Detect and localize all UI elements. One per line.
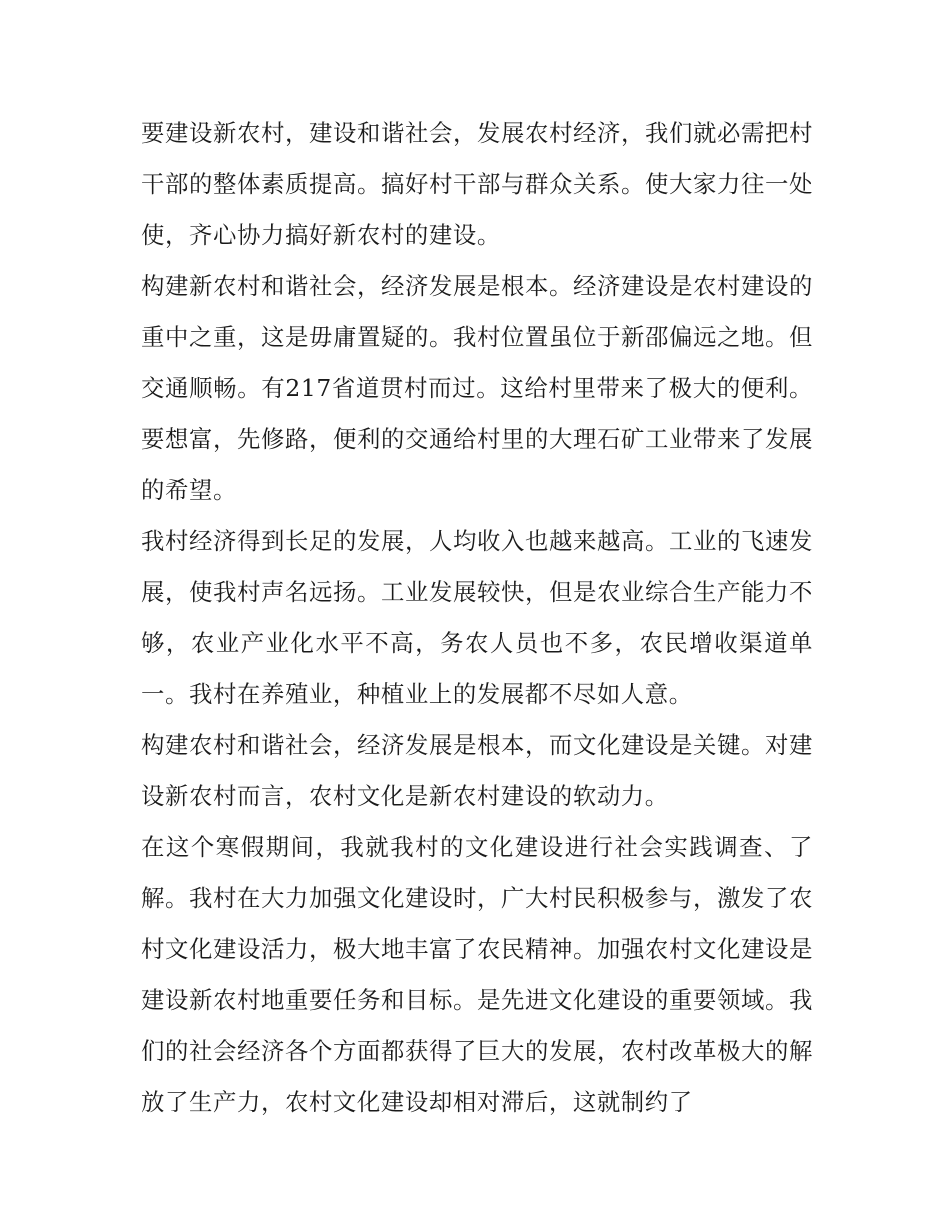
- paragraph-5: 在这个寒假期间，我就我村的文化建设进行社会实践调查、了解。我村在大力加强文化建设时，广大村民积极参与，激发了农村文化建设活力，极大地丰富了农民精神。加强农村文化建设是建设新农村地重要任务和目标。是先进文化建设的重要领域。我们的社会经济各个方面都获得了巨大的发展，农村改革极大的解放了生产力，农村文化建设却相对滞后，这就制约了: [141, 833, 813, 1116]
- paragraph-2: 构建新农村和谐社会，经济发展是根本。经济建设是农村建设的重中之重，这是毋庸置疑的。我村位置虽位于新邵偏远之地。但交通顺畅。有217省道贯村而过。这给村里带来了极大的便利。要想富，先修路，便利的交通给村里的大理石矿工业带来了发展的希望。: [141, 272, 813, 504]
- paragraph-4: 构建农村和谐社会，经济发展是根本，而文化建设是关键。对建设新农村而言，农村文化是新农村建设的软动力。: [141, 731, 813, 810]
- paragraph-1: 要建设新农村，建设和谐社会，发展农村经济，我们就必需把村干部的整体素质提高。搞好村干部与群众关系。使大家力往一处使，齐心协力搞好新农村的建设。: [141, 119, 813, 249]
- paragraph-3: 我村经济得到长足的发展，人均收入也越来越高。工业的飞速发展，使我村声名远扬。工业发展较快，但是农业综合生产能力不够，农业产业化水平不高，务农人员也不多，农民增收渠道单一。我村在养殖业，种植业上的发展都不尽如人意。: [141, 527, 813, 708]
- body-text: [141, 108, 813, 1128]
